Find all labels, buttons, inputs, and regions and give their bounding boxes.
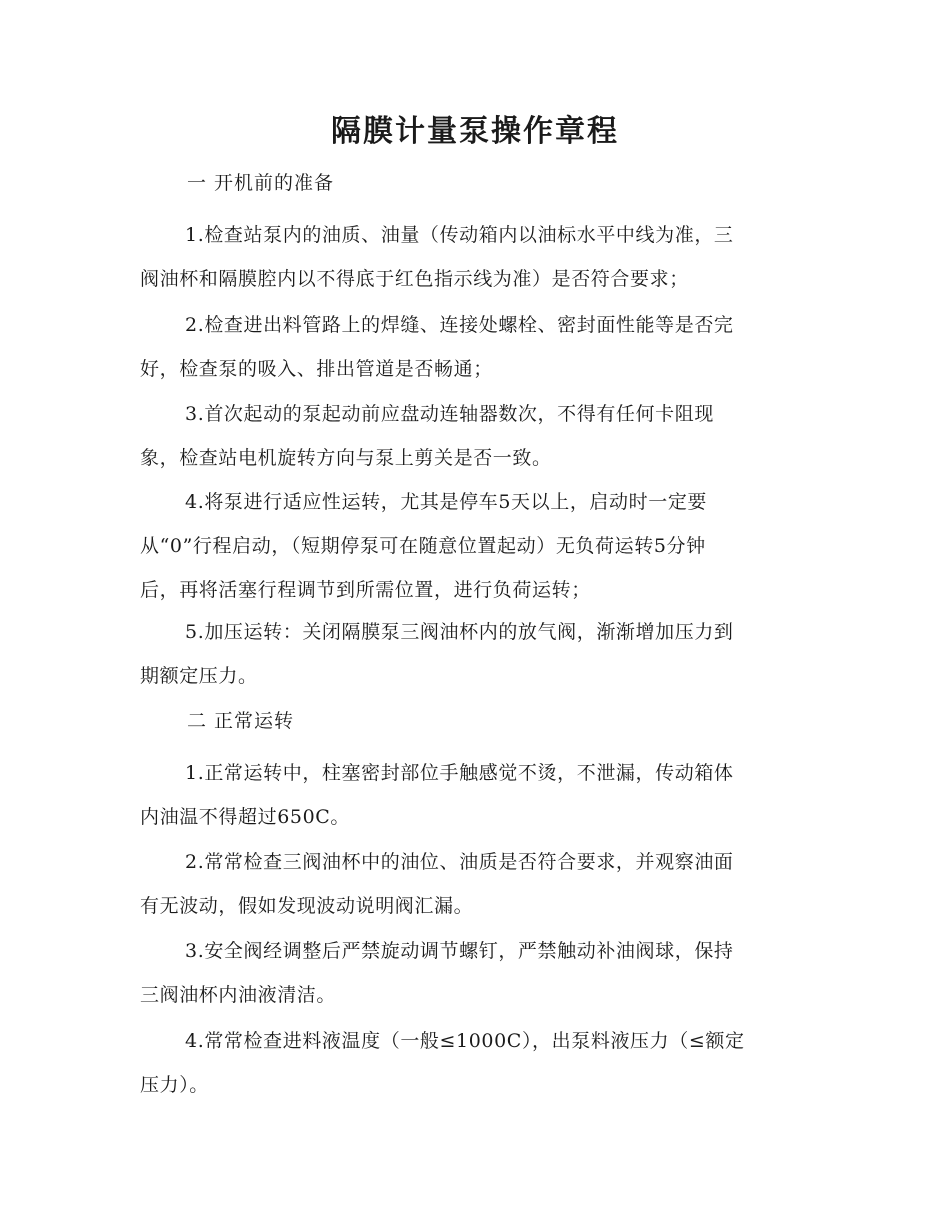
paragraph-1-1 — [140, 213, 800, 301]
paragraph-line: 5.加压运转：关闭隔膜泵三阀油杯内的放气阀，渐渐增加压力到 — [185, 621, 734, 643]
paragraph-line: 1.检查站泵内的油质、油量（传动箱内以油标水平中线为准，三 — [185, 224, 734, 246]
paragraph-2-2 — [140, 840, 800, 928]
paragraph-line: 1.正常运转中，柱塞密封部位手触感觉不烫，不泄漏，传动箱体 — [185, 762, 734, 784]
paragraph-line: 象，检查站电机旋转方向与泵上剪关是否一致。 — [140, 447, 552, 469]
paragraph-line: 从“0”行程启动，（短期停泵可在随意位置起动）无负荷运转5分钟 — [140, 535, 706, 557]
paragraph-line: 有无波动，假如发现波动说明阀汇漏。 — [140, 895, 474, 917]
document-title: 隔膜计量泵操作章程 — [331, 114, 619, 149]
paragraph-line: 内油温不得超过650C。 — [140, 806, 351, 828]
paragraph-line: 后，再将活塞行程调节到所需位置，进行负荷运转； — [140, 579, 591, 601]
section-heading-preparation: 一 开机前的准备 — [187, 172, 335, 194]
section-heading-normal-operation: 二 正常运转 — [187, 710, 295, 732]
paragraph-line: 4.将泵进行适应性运转，尤其是停车5天以上，启动时一定要 — [185, 491, 708, 513]
paragraph-line: 三阀油杯内油液清洁。 — [140, 984, 337, 1006]
paragraph-1-4 — [140, 480, 800, 612]
paragraph-line: 2.常常检查三阀油杯中的油位、油质是否符合要求，并观察油面 — [185, 851, 734, 873]
paragraph-line: 好，检查泵的吸入、排出管道是否畅通； — [140, 358, 493, 380]
paragraph-line: 2.检查进出料管路上的焊缝、连接处螺栓、密封面性能等是否完 — [185, 314, 734, 336]
paragraph-line: 压力）。 — [140, 1074, 209, 1096]
paragraph-2-1 — [140, 751, 800, 839]
paragraph-2-4 — [140, 1019, 800, 1107]
paragraph-line: 4.常常检查进料液温度（一般≤1000C），出泵料液压力（≤额定 — [185, 1030, 745, 1052]
paragraph-line: 期额定压力。 — [140, 665, 258, 687]
paragraph-1-5 — [140, 610, 800, 698]
paragraph-1-3 — [140, 392, 800, 480]
paragraph-line: 阀油杯和隔膜腔内以不得底于红色指示线为准）是否符合要求； — [140, 268, 689, 290]
paragraph-1-2 — [140, 303, 800, 391]
paragraph-line: 3.首次起动的泵起动前应盘动连轴器数次，不得有任何卡阻现 — [185, 403, 714, 425]
paragraph-line: 3.安全阀经调整后严禁旋动调节螺钉，严禁触动补油阀球，保持 — [185, 940, 734, 962]
paragraph-2-3 — [140, 929, 800, 1017]
